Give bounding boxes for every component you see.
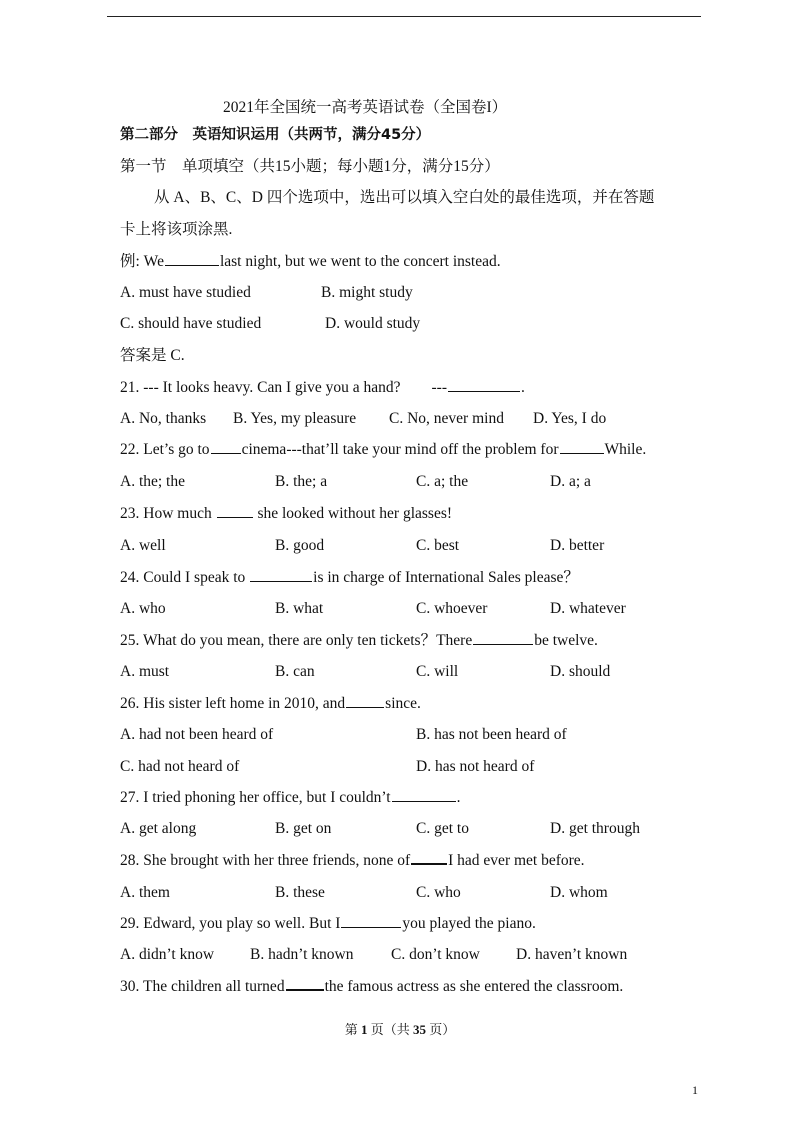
q27-option-d: D. get through: [550, 820, 640, 837]
question-text: 27. I tried phoning her office, but I couldn’t: [120, 789, 391, 806]
question-28: [120, 853, 585, 869]
question-text: 29. Edward, you play so well. But I: [120, 915, 341, 932]
q29-option-c: C. don’t know: [391, 946, 480, 963]
q24-option-c: C. whoever: [416, 600, 488, 617]
example-answer: 答案是 C.: [120, 347, 185, 364]
answer-blank: [250, 580, 312, 582]
q28-option-b: B. these: [275, 884, 325, 901]
q28-option-c: C. who: [416, 884, 461, 901]
q22-option-b: B. the; a: [275, 473, 328, 490]
answer-blank: [411, 862, 447, 865]
q29-option-a: A. didn’t know: [120, 946, 215, 963]
question-21: [120, 380, 525, 396]
page-footer: [0, 1019, 800, 1038]
question-30: [120, 979, 623, 995]
footer-text: 页）: [426, 1022, 456, 1037]
q27-option-b: B. get on: [275, 820, 332, 837]
footer-text: 页（共: [367, 1022, 413, 1037]
q22-option-d: D. a; a: [550, 473, 591, 490]
example-option-c: C. should have studied: [120, 315, 262, 332]
question-text: you played the piano.: [402, 915, 536, 932]
answer-blank: [392, 800, 456, 802]
answer-blank: [473, 643, 533, 645]
question-text: 30. The children all turned: [120, 978, 285, 995]
answer-blank: [448, 390, 520, 392]
footer-text: 第: [344, 1022, 361, 1037]
question-text: since.: [385, 695, 421, 712]
question-text: 21. --- It looks heavy. Can I give you a hand? ---: [120, 379, 447, 396]
q25-option-b: B. can: [275, 663, 315, 680]
page-number: 1: [692, 1083, 698, 1097]
answer-blank: [286, 988, 324, 991]
question-26: [120, 696, 421, 712]
instructions-line-1: 从 A、B、C、D 四个选项中，选出可以填入空白处的最佳选项，并在答题: [154, 189, 655, 206]
question-text: 23. How much: [120, 505, 216, 522]
footer-total: 35: [413, 1022, 426, 1037]
answer-blank: [560, 452, 604, 454]
top-rule: [107, 16, 701, 17]
q23-option-b: B. good: [275, 537, 325, 554]
q25-option-c: C. will: [416, 663, 459, 680]
question-24: [120, 570, 579, 586]
q29-option-d: D. haven’t known: [516, 946, 628, 963]
example-option-d: D. would study: [325, 315, 421, 332]
question-text: 28. She brought with her three friends, none of: [120, 852, 411, 869]
q26-option-c: C. had not heard of: [120, 758, 240, 775]
question-text: .: [520, 379, 525, 396]
question-text: she looked without her glasses!: [253, 505, 453, 522]
question-23: [120, 506, 452, 522]
question-27: [120, 790, 461, 806]
q28-option-a: A. them: [120, 884, 170, 901]
q26-option-b: B. has not been heard of: [416, 726, 567, 743]
question-text: is in charge of International Sales please？: [313, 569, 579, 586]
q26-option-d: D. has not heard of: [416, 758, 535, 775]
q22-option-c: C. a; the: [416, 473, 469, 490]
question-text: 25. What do you mean, there are only ten tickets？There: [120, 632, 473, 649]
q21-option-b: B. Yes, my pleasure: [233, 410, 357, 427]
example-option-a: A. must have studied: [120, 284, 251, 301]
question-25: [120, 633, 598, 649]
q25-option-d: D. should: [550, 663, 611, 680]
question-text: be twelve.: [534, 632, 598, 649]
part-heading: 第二部分 英语知识运用（共两节，满分45分）: [120, 127, 431, 143]
question-text: While.: [604, 441, 647, 458]
answer-blank: [217, 516, 253, 518]
q23-option-c: C. best: [416, 537, 460, 554]
instructions-line-2: 卡上将该项涂黑.: [120, 221, 233, 238]
answer-blank: [165, 264, 219, 266]
question-text: the famous actress as she entered the classroom.: [324, 978, 624, 995]
q26-option-a: A. had not been heard of: [120, 726, 274, 743]
question-text: .: [456, 789, 461, 806]
q22-option-a: A. the; the: [120, 473, 185, 490]
question-text: 26. His sister left home in 2010, and: [120, 695, 346, 712]
example-suffix: last night, but we went to the concert instead.: [219, 253, 501, 270]
q21-option-c: C. No, never mind: [389, 410, 504, 427]
section-heading: 第一节 单项填空（共15小题；每小题1分，满分15分）: [120, 158, 500, 175]
q29-option-b: B. hadn’t known: [250, 946, 354, 963]
example-stem: [120, 254, 501, 270]
answer-blank: [341, 926, 401, 928]
exam-title: 2021年全国统一高考英语试卷（全国卷I）: [223, 99, 508, 116]
question-text: 24. Could I speak to: [120, 569, 250, 586]
q24-option-a: A. who: [120, 600, 166, 617]
answer-blank: [211, 452, 241, 454]
footer-page: 1: [360, 1022, 368, 1037]
example-option-b: B. might study: [321, 284, 413, 301]
example-prefix: 例: We: [120, 253, 164, 270]
answer-blank: [346, 706, 384, 708]
q23-option-a: A. well: [120, 537, 166, 554]
q23-option-d: D. better: [550, 537, 605, 554]
q28-option-d: D. whom: [550, 884, 608, 901]
q21-option-d: D. Yes, I do: [533, 410, 607, 427]
q27-option-c: C. get to: [416, 820, 469, 837]
q24-option-b: B. what: [275, 600, 324, 617]
question-text: I had ever met before.: [448, 852, 585, 869]
q27-option-a: A. get along: [120, 820, 197, 837]
question-29: [120, 916, 536, 932]
q24-option-d: D. whatever: [550, 600, 626, 617]
q21-option-a: A. No, thanks: [120, 410, 207, 427]
question-text: 22. Let’s go to: [120, 441, 210, 458]
q25-option-a: A. must: [120, 663, 170, 680]
question-text: cinema---that’ll take your mind off the problem for: [241, 441, 559, 458]
question-22: [120, 442, 646, 458]
